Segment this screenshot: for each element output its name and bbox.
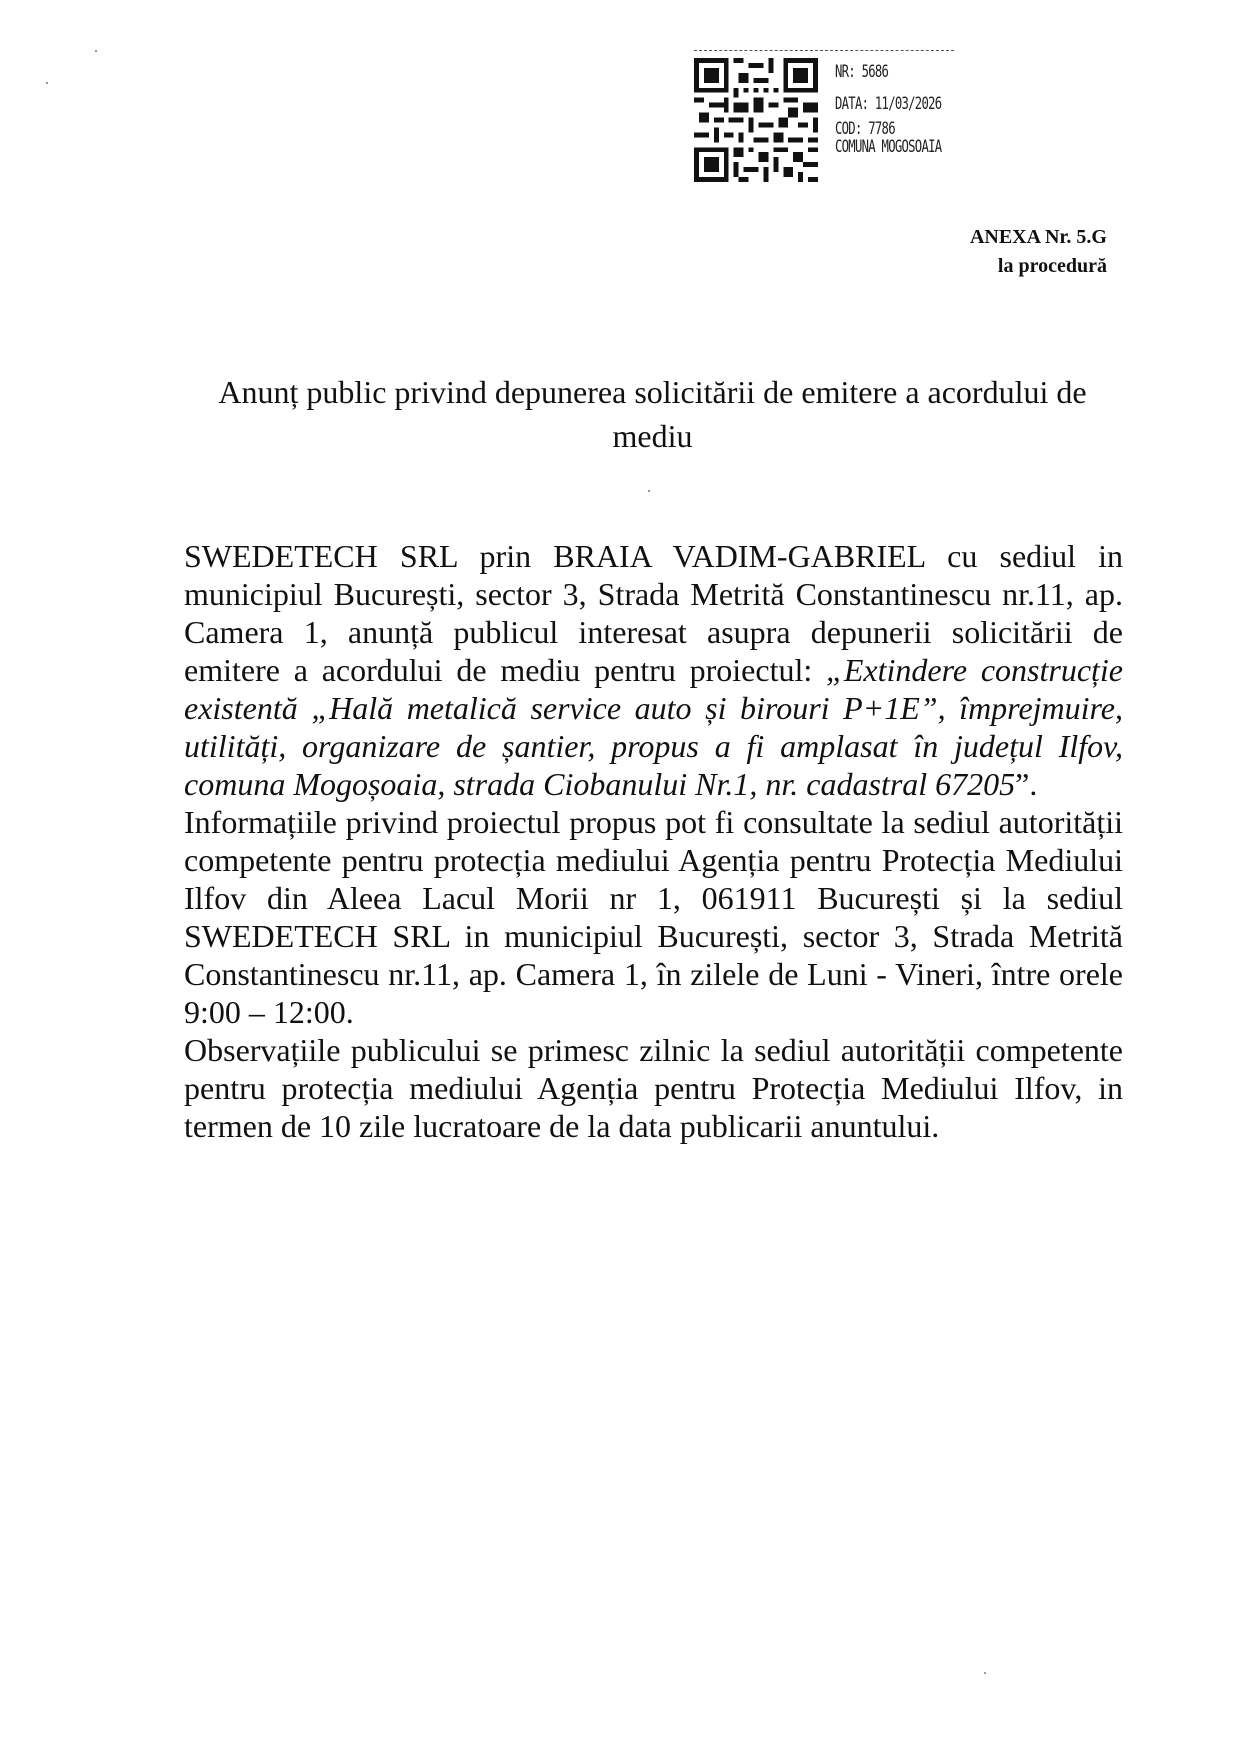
notice-title: Anunț public privind depunerea solicitării de emitere a acordului de mediu xyxy=(218,374,1087,454)
paragraph-observations: Observațiile publicului se primesc zilnic la sediul autorității competente pentru protecția mediului Agenția pentru Protecția Mediului Ilfov, in termen de 10 zile lucratoare de la data publicarii anuntului. xyxy=(184,1032,1123,1144)
scan-speck xyxy=(46,82,48,84)
annex-procedure: la procedură xyxy=(997,255,1107,277)
qr-code-icon xyxy=(694,58,818,182)
registration-stamp xyxy=(690,50,960,195)
stamp-code: COD: 7786 xyxy=(835,119,895,139)
project-title: „Extindere construcție existentă „Hală metalică service auto și birouri P+1E”, împrejmuire, utilități, organizare de șantier, propus a fi amplasat în județul Ilfov, comuna Mogoșoaia, strada Ciobanului Nr.1, nr. cadastral 67205 xyxy=(184,652,1124,802)
stamp-date: DATA: 11/03/2026 xyxy=(835,94,942,114)
stamp-text xyxy=(835,56,941,156)
stamp-number: NR: 5686 xyxy=(835,62,889,82)
stamp-divider xyxy=(694,50,954,51)
stamp-issuer: COMUNA MOGOSOAIA xyxy=(835,137,942,157)
paragraph-applicant xyxy=(184,537,1123,803)
project-title-end: ”. xyxy=(1015,766,1038,802)
paragraph-consultation: Informațiile privind proiectul propus pot fi consultate la sediul autorității competente pentru protecția mediului Agenția pentru Protecția Mediului Ilfov din Aleea Lacul Morii nr 1, 061911 București și la sediul SWEDETECH SRL in municipiul București, sector 3, Strada Metrită Constantinescu nr.11, ap. Camera 1, în zilele de Luni - Vineri, între orele 9:00 – 12:00. xyxy=(184,804,1123,1030)
annex-number: ANEXA Nr. 5.G xyxy=(969,226,1107,248)
scan-speck xyxy=(95,50,97,52)
notice-body xyxy=(184,537,1123,1145)
scan-speck xyxy=(984,1672,986,1674)
applicant-text: SWEDETECH SRL prin BRAIA VADIM-GABRIEL cu sediul in municipiul București, sector 3, Strada Metrită Constantinescu nr.11, ap. Camera 1, anunță publicul interesat asupra depunerii solicitării de emitere a acordului de mediu pentru proiectul: xyxy=(184,538,1123,688)
annex-reference xyxy=(970,223,1107,281)
scan-speck xyxy=(648,490,650,492)
